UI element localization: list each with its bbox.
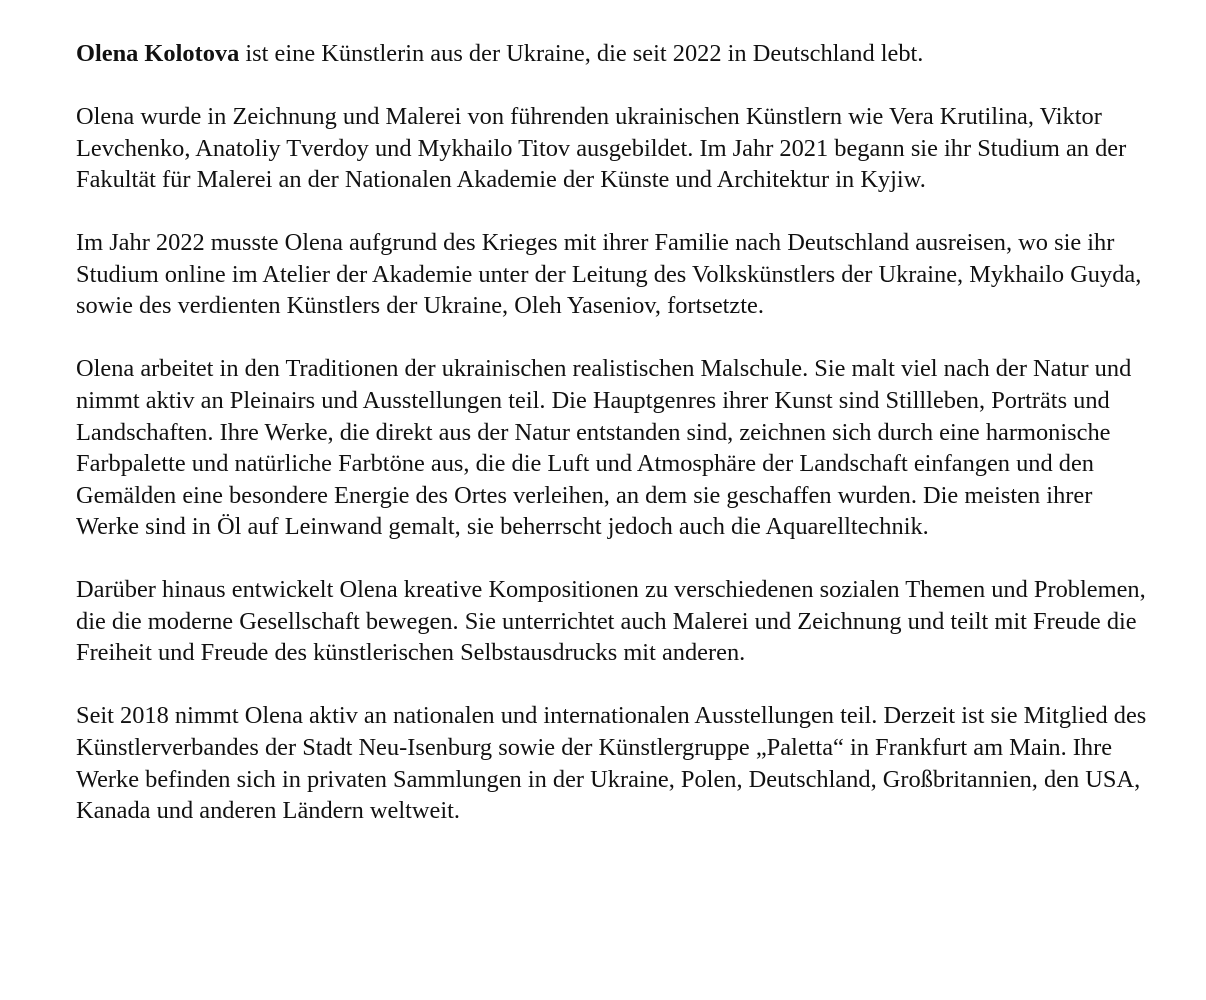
paragraph-exhibitions: Seit 2018 nimmt Olena aktiv an nationalen und internationalen Ausstellungen teil. Derzeit ist sie Mitglied des Künstlerverbandes der Stadt Neu-Isenburg sowie der Künstlergruppe „Paletta“ in Frankfurt am Main. Ihre Werke befinden sich in privaten Sammlungen in der Ukraine, Polen, Deutschland, Großbritannien, den USA, Kanada und anderen Ländern weltweit. [76, 702, 1147, 825]
paragraph-social-themes: Darüber hinaus entwickelt Olena kreative Kompositionen zu verschiedenen sozialen Themen und Problemen, die die moderne Gesellschaft bewegen. Sie unterrichtet auch Malerei und Zeichnung und teilt mit Freude die Freiheit und Freude des künstlerischen Selbstausdrucks mit anderen. [76, 576, 1146, 667]
document-page [76, 38, 1156, 858]
paragraph-education: Olena wurde in Zeichnung und Malerei von führenden ukrainischen Künstlern wie Vera Krutilina, Viktor Levchenko, Anatoliy Tverdoy und Mykhailo Titov ausgebildet. Im Jahr 2021 begann sie ihr Studium an der Fakultät für Malerei an der Nationalen Akademie der Künste und Architektur in Kyjiw. [76, 102, 1127, 194]
intro-text: ist eine Künstlerin aus der Ukraine, die seit 2022 in Deutschland lebt. [239, 40, 924, 67]
artist-name: Olena Kolotova [76, 40, 240, 67]
paragraph-artistic-style: Olena arbeitet in den Traditionen der ukrainischen realistischen Malschule. Sie malt viel nach der Natur und nimmt aktiv an Pleinairs und Ausstellungen teil. Die Hauptgenres ihrer Kunst sind Stillleben, Porträts und Landschaften. Ihre Werke, die direkt aus der Natur entstanden sind, zeichnen sich durch eine harmonische Farbpalette und natürliche Farbtöne aus, die die Luft und Atmosphäre der Landschaft einfangen und den Gemälden eine besondere Energie des Ortes verleihen, an dem sie geschaffen wurden. Die meisten ihrer Werke sind in Öl auf Leinwand gemalt, sie beherrscht jedoch auch die Aquarelltechnik. [76, 355, 1132, 541]
intro-paragraph [76, 38, 1156, 70]
paragraph-relocation: Im Jahr 2022 musste Olena aufgrund des Krieges mit ihrer Familie nach Deutschland ausreisen, wo sie ihr Studium online im Atelier der Akademie unter der Leitung des Volkskünstlers der Ukraine, Mykhailo Guyda, sowie des verdienten Künstlers der Ukraine, Oleh Yaseniov, fortsetzte. [76, 229, 1142, 320]
